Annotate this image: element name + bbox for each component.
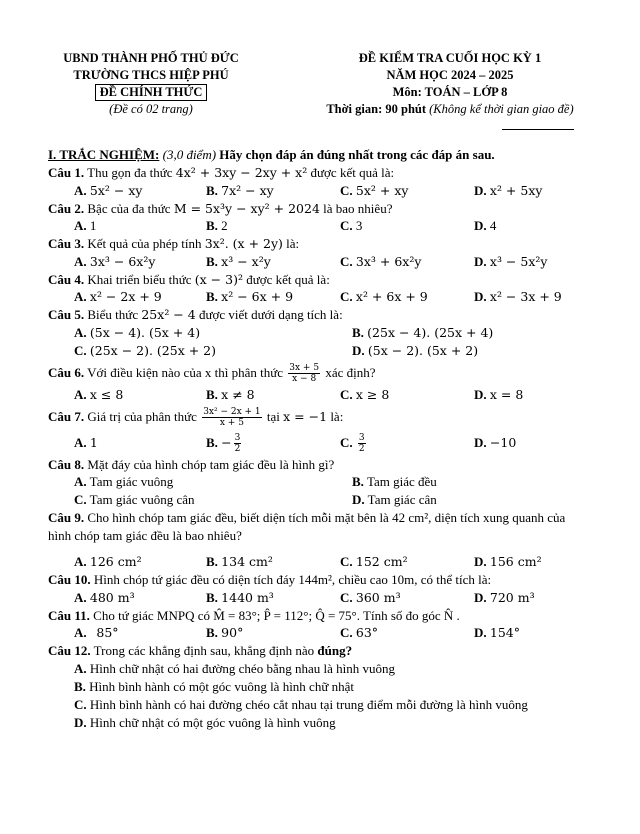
exam-title: ĐỀ KIỂM TRA CUỐI HỌC KỲ 1 [358,51,542,65]
q12-label: Câu 12. [48,643,91,658]
q7-text-end: là: [330,408,344,424]
q1-options [48,182,618,200]
q3-options [48,253,618,271]
q10-options [48,589,618,607]
q9-text: Cho hình chóp tam giác đều, biết diện tích mỗi mặt bên là 42 cm², diện tích xung quanh của [87,510,566,525]
question-1 [48,164,618,182]
q10-option-c[interactable]: C. 360 m³ [340,589,401,605]
section-points: (3,0 điểm) [162,147,217,162]
question-3 [48,235,618,253]
q6-label: Câu 6. [48,364,85,380]
q9-text-line2: hình chóp tam giác đều là bao nhiêu? [48,528,242,543]
page-count: (Đề có 02 trang) [109,102,193,116]
q2-option-d[interactable]: D. 4 [474,218,497,233]
q12-option-b[interactable]: B. Hình bình hành có một góc vuông là hình chữ nhật [74,678,355,694]
q8-option-b[interactable]: B. Tam giác đều [352,474,437,489]
question-7 [48,404,618,430]
q7-expr: x = −1 [283,408,328,424]
q4-options [48,288,618,306]
q9-option-d[interactable]: D. 156 cm² [474,554,542,569]
q2-option-a[interactable]: A. 1 [74,218,97,233]
section-heading [48,146,618,164]
q9-option-c[interactable]: C. 152 cm² [340,554,408,569]
q11-label: Câu 11. [48,607,90,623]
q3-text: Kết quả của phép tính [87,236,202,251]
q11-option-d[interactable]: D. 154° [474,625,520,640]
q7-label: Câu 7. [48,408,85,424]
q4-option-a[interactable]: A. x² − 2x + 9 [74,289,162,304]
q1-text: Thu gọn đa thức [87,165,173,180]
school-block [36,50,266,118]
q11-option-a[interactable]: A. 85° [74,625,119,640]
q8-options-row1 [48,473,618,491]
q8-label: Câu 8. [48,456,85,472]
q3-label: Câu 3. [48,236,85,251]
q1-text-end: được kết quả là: [310,165,395,180]
q6-option-c[interactable]: C. x ≥ 8 [340,386,390,402]
q4-text: Khai triển biểu thức [87,271,192,287]
q6-fraction: $\frac{3x + 5}{x - 8}$ [289,363,320,385]
q3-expr: 3x². (x + 2y) [204,236,283,251]
question-11 [48,607,618,625]
q6-option-b[interactable]: B. x ≠ 8 [206,386,255,402]
q3-option-b[interactable]: B. x³ − x²y [206,253,271,269]
subject: Môn: TOÁN – LỚP 8 [392,85,508,99]
q12-option-c[interactable]: C. Hình bình hành có hai đường chéo cắt nhau tại trung điểm mỗi đường là hình vuông [74,696,528,712]
question-4 [48,271,618,289]
q11-text: Cho tứ giác MNPQ có M̂ = 83°; P̂ = 112°; Q̂ = 75°. Tính số đo góc N̂ . [93,607,460,623]
q5-label: Câu 5. [48,307,85,322]
q1-expr: 4x² + 3xy − 2xy + x² [175,165,308,180]
q8-option-a[interactable]: A. Tam giác vuông [74,474,174,489]
q8-option-d[interactable]: D. Tam giác cân [352,492,437,507]
section-title: I. TRẮC NGHIỆM: [48,147,160,162]
q5-options-row2 [48,342,618,360]
q5-option-b[interactable]: B. (25x − 4). (25x + 4) [352,324,494,340]
q3-option-a[interactable]: A. 3x³ − 6x²y [74,253,156,269]
question-5 [48,306,618,324]
q2-options [48,217,618,235]
q5-option-a[interactable]: A. (5x − 4). (5x + 4) [74,324,201,340]
q6-text: Với điều kiện nào của x thì phân thức [87,364,284,380]
school-name: TRƯỜNG THCS HIỆP PHÚ [73,68,229,82]
district-name: UBND THÀNH PHỐ THỦ ĐỨC [63,51,239,65]
question-2 [48,200,618,218]
q7-option-d[interactable]: D. −10 [474,434,517,450]
q7-fraction: $\frac{\text{3x² − 2x + 1}}{x + 5}$ [203,407,261,429]
q8-option-c[interactable]: C. Tam giác vuông cân [74,492,195,507]
q7-text: Giá trị của phân thức [87,408,197,424]
q11-option-b[interactable]: B. 90° [206,625,244,640]
q1-option-a[interactable]: A. 5x² − xy [74,182,143,198]
header-underline [502,129,574,130]
question-8 [48,456,618,474]
q4-label: Câu 4. [48,271,85,287]
q11-option-c[interactable]: C. 63° [340,625,379,640]
q6-options [48,386,618,404]
q2-expr: M = 5x³y − xy² + 2024 [173,200,320,216]
question-12 [48,642,618,660]
q7-option-a[interactable]: A. 1 [74,434,98,450]
exam-content [48,146,618,732]
q5-text: Biểu thức [87,307,139,322]
q4-option-c[interactable]: C. x² + 6x + 9 [340,289,428,304]
q2-text: Bậc của đa thức [87,200,171,216]
q12-option-a[interactable]: A. Hình chữ nhật có hai đường chéo bằng nhau là hình vuông [74,660,395,676]
q4-expr: (x − 3)² [194,271,243,287]
school-year: NĂM HỌC 2024 – 2025 [386,68,514,82]
q9-options [48,553,618,571]
q9-label: Câu 9. [48,510,85,525]
question-9 [48,509,618,545]
q1-option-d[interactable]: D. x² + 5xy [474,182,543,198]
exam-info-block [285,50,615,122]
q12-text: Trong các khẳng định sau, khẳng định nào [93,643,315,658]
q7-options [48,430,618,456]
q11-options [48,624,618,642]
q2-option-b[interactable]: B. 2 [206,218,228,233]
q8-options-row2 [48,491,618,509]
q4-text-end: được kết quả là: [246,271,330,287]
q6-text-end: xác định? [325,364,376,380]
q7-option-c[interactable]: C. $\frac{3}{2}$ [340,433,365,455]
q6-option-a[interactable]: A. x ≤ 8 [74,386,124,402]
q5-options-row1 [48,324,618,342]
q1-option-b[interactable]: B. 7x² − xy [206,182,274,198]
q8-text: Mặt đáy của hình chóp tam giác đều là hình gì? [87,456,335,472]
exam-header [0,50,640,130]
q12-emphasis: đúng? [317,643,353,658]
question-10 [48,571,618,589]
q12-option-d[interactable]: D. Hình chữ nhật có một góc vuông là hình vuông [74,714,336,730]
q4-option-b[interactable]: B. x² − 6x + 9 [206,289,294,304]
q5-text-end: được viết dưới dạng tích là: [198,307,343,322]
q7-text-mid: tại [266,408,280,424]
q5-expr: 25x² − 4 [141,307,196,322]
q5-option-c[interactable]: C. (25x − 2). (25x + 2) [74,342,217,358]
q10-option-d[interactable]: D. 720 m³ [474,589,535,605]
q7-option-b[interactable]: B. − $\frac{3}{2}$ [206,433,241,455]
q3-option-c[interactable]: C. 3x³ + 6x²y [340,253,422,269]
q10-label: Câu 10. [48,572,91,587]
q2-label: Câu 2. [48,200,85,216]
q1-label: Câu 1. [48,165,85,180]
q2-option-c[interactable]: C. 3 [340,218,363,233]
q4-option-d[interactable]: D. x² − 3x + 9 [474,289,562,304]
q1-option-c[interactable]: C. 5x² + xy [340,182,409,198]
question-6 [48,360,618,386]
q3-option-d[interactable]: D. x³ − 5x²y [474,253,548,269]
q9-option-b[interactable]: B. 134 cm² [206,554,273,569]
q2-text-end: là bao nhiêu? [323,200,393,216]
official-stamp: ĐỀ CHÍNH THỨC [95,84,208,101]
q10-option-b[interactable]: B. 1440 m³ [206,589,274,605]
section-instruction: Hãy chọn đáp án đúng nhất trong các đáp án sau. [219,147,495,162]
q10-text: Hình chóp tứ giác đều có diện tích đáy 144m², chiều cao 10m, có thể tích là: [93,572,492,587]
exam-time-note: (Không kể thời gian giao đề) [429,102,574,116]
q3-text-end: là: [286,236,300,251]
q9-option-a[interactable]: A. 126 cm² [74,554,142,569]
q6-option-d[interactable]: D. x = 8 [474,386,524,402]
q10-option-a[interactable]: A. 480 m³ [74,589,135,605]
exam-time: Thời gian: 90 phút [326,102,427,116]
q5-option-d[interactable]: D. (5x − 2). (5x + 2) [352,342,479,358]
